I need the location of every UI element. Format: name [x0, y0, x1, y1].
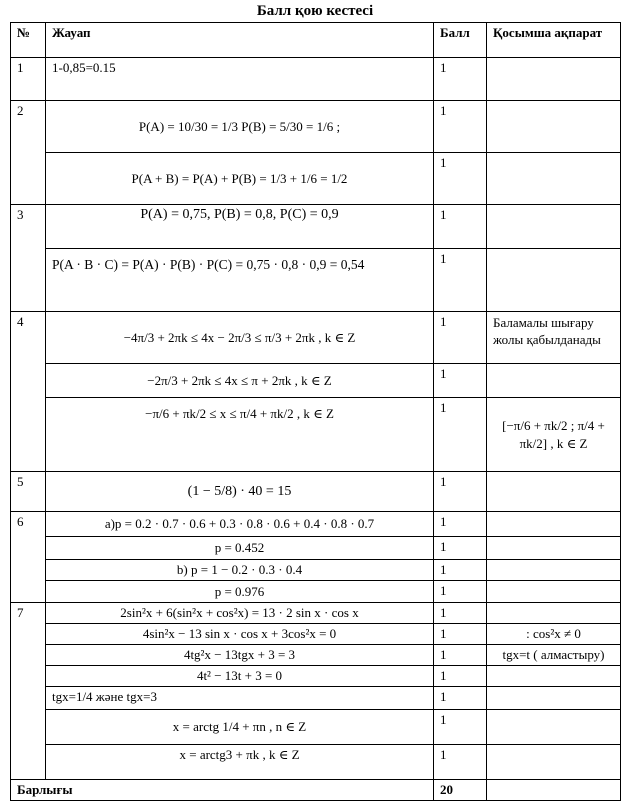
table-row	[11, 745, 621, 780]
table-row	[11, 153, 621, 205]
row-num: 2	[11, 101, 46, 205]
extra-cell: : cos²x ≠ 0	[487, 624, 621, 645]
score-cell: 1	[434, 398, 487, 472]
score-cell: 1	[434, 560, 487, 581]
page-title: Балл қою кестесі	[256, 3, 374, 19]
header-row	[11, 23, 621, 58]
score-cell: 1	[434, 58, 487, 101]
extra-cell	[487, 205, 621, 249]
total-label: Барлығы	[11, 780, 434, 801]
table-row	[11, 624, 621, 645]
answer-cell: 4sin²x − 13 sin x · cos x + 3cos²x = 0	[46, 624, 434, 645]
table-row	[11, 581, 621, 603]
extra-cell	[487, 560, 621, 581]
table-row	[11, 58, 621, 101]
extra-cell	[487, 710, 621, 745]
answer-cell: −4π/3 + 2πk ≤ 4x − 2π/3 ≤ π/3 + 2πk , k ∈ Z	[46, 312, 434, 364]
total-row	[11, 780, 621, 801]
extra-cell	[487, 58, 621, 101]
scoring-table	[10, 22, 621, 801]
table-row	[11, 645, 621, 666]
answer-cell: (1 − 5/8) · 40 = 15	[46, 472, 434, 512]
header-num: №	[11, 23, 46, 58]
table-row	[11, 398, 621, 472]
answer-cell: tgx=1/4 және tgx=3	[46, 687, 434, 710]
header-score: Балл	[434, 23, 487, 58]
extra-cell: [−π/6 + πk/2 ; π/4 + πk/2] , k ∈ Z	[487, 398, 621, 472]
extra-cell	[487, 249, 621, 312]
answer-cell: x = arctg3 + πk , k ∈ Z	[46, 745, 434, 780]
table-row	[11, 603, 621, 624]
answer-cell: b) p = 1 − 0.2 · 0.3 · 0.4	[46, 560, 434, 581]
total-score: 20	[434, 780, 487, 801]
table-row	[11, 710, 621, 745]
score-cell: 1	[434, 101, 487, 153]
row-num: 1	[11, 58, 46, 101]
header-answer: Жауап	[46, 23, 434, 58]
extra-cell	[487, 537, 621, 560]
answer-cell: p = 0.976	[46, 581, 434, 603]
answer-cell: 2sin²x + 6(sin²x + cos²x) = 13 · 2 sin x · cos x	[46, 603, 434, 624]
extra-cell: tgx=t ( алмастыру)	[487, 645, 621, 666]
answer-cell: P(A) = 10/30 = 1/3 P(B) = 5/30 = 1/6 ;	[46, 101, 434, 153]
answer-cell: P(A + B) = P(A) + P(B) = 1/3 + 1/6 = 1/2	[46, 153, 434, 205]
answer-cell: P(A · B · C) = P(A) · P(B) · P(C) = 0,75 · 0,8 · 0,9 = 0,54	[46, 249, 434, 312]
score-cell: 1	[434, 249, 487, 312]
score-cell: 1	[434, 603, 487, 624]
extra-cell	[487, 364, 621, 398]
table-row	[11, 101, 621, 153]
table-row	[11, 537, 621, 560]
score-cell: 1	[434, 581, 487, 603]
score-cell: 1	[434, 687, 487, 710]
row-num: 6	[11, 512, 46, 603]
score-cell: 1	[434, 624, 487, 645]
extra-cell: Баламалы шығару жолы қабылданады	[487, 312, 621, 364]
answer-cell: p = 0.452	[46, 537, 434, 560]
table-row	[11, 687, 621, 710]
row-num: 7	[11, 603, 46, 780]
score-cell: 1	[434, 153, 487, 205]
answer-cell: 4tg²x − 13tgx + 3 = 3	[46, 645, 434, 666]
score-cell: 1	[434, 666, 487, 687]
score-cell: 1	[434, 745, 487, 780]
answer-cell: P(A) = 0,75, P(B) = 0,8, P(C) = 0,9	[46, 205, 434, 249]
extra-cell	[487, 153, 621, 205]
extra-cell	[487, 603, 621, 624]
score-cell: 1	[434, 312, 487, 364]
score-cell: 1	[434, 645, 487, 666]
answer-cell: −π/6 + πk/2 ≤ x ≤ π/4 + πk/2 , k ∈ Z	[46, 398, 434, 472]
score-cell: 1	[434, 472, 487, 512]
score-cell: 1	[434, 537, 487, 560]
extra-cell	[487, 666, 621, 687]
score-cell: 1	[434, 364, 487, 398]
extra-cell	[487, 101, 621, 153]
table-row	[11, 472, 621, 512]
extra-cell	[487, 687, 621, 710]
extra-cell	[487, 780, 621, 801]
extra-cell	[487, 472, 621, 512]
table-row	[11, 205, 621, 249]
table-row	[11, 364, 621, 398]
table-row	[11, 312, 621, 364]
score-cell: 1	[434, 205, 487, 249]
table-row	[11, 512, 621, 537]
answer-cell: 1-0,85=0.15	[46, 58, 434, 101]
answer-cell: x = arctg 1/4 + πn , n ∈ Z	[46, 710, 434, 745]
table-row	[11, 560, 621, 581]
table-row	[11, 249, 621, 312]
extra-cell	[487, 512, 621, 537]
answer-cell: a)p = 0.2 · 0.7 · 0.6 + 0.3 · 0.8 · 0.6 + 0.4 · 0.8 · 0.7	[46, 512, 434, 537]
score-cell: 1	[434, 710, 487, 745]
answer-cell: −2π/3 + 2πk ≤ 4x ≤ π + 2πk , k ∈ Z	[46, 364, 434, 398]
row-num: 4	[11, 312, 46, 472]
table-row	[11, 666, 621, 687]
answer-cell: 4t² − 13t + 3 = 0	[46, 666, 434, 687]
extra-cell	[487, 745, 621, 780]
extra-cell	[487, 581, 621, 603]
score-cell: 1	[434, 512, 487, 537]
header-extra: Қосымша ақпарат	[487, 23, 621, 58]
row-num: 3	[11, 205, 46, 312]
row-num: 5	[11, 472, 46, 512]
